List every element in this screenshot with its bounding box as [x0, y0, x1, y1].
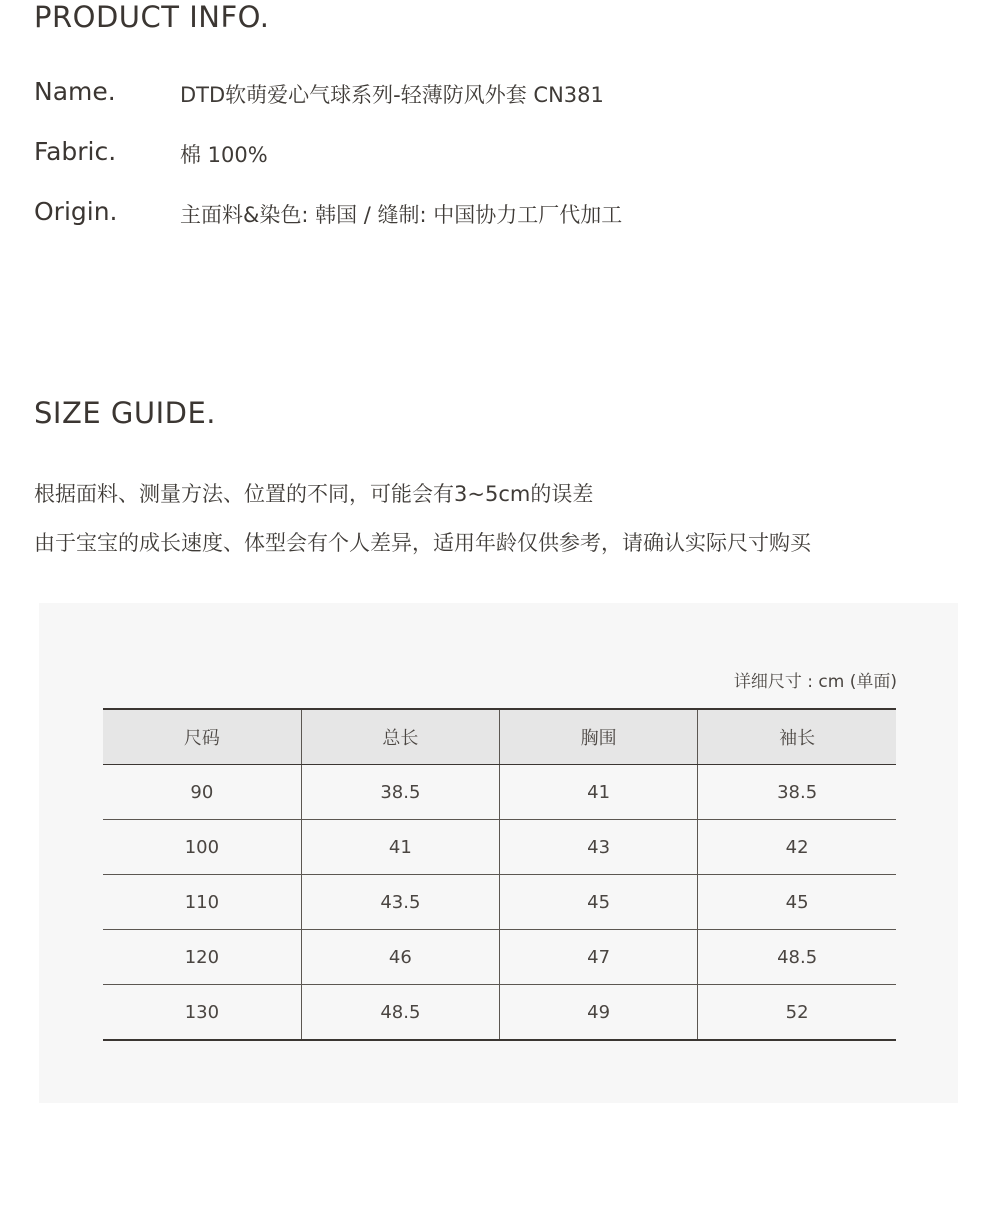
size-note-age: 由于宝宝的成长速度、体型会有个人差异，适用年龄仅供参考，请确认实际尺寸购买 [34, 531, 811, 555]
column-header-size: 尺码 [103, 709, 301, 765]
column-header-sleeve: 袖长 [698, 709, 896, 765]
table-cell: 38.5 [698, 765, 896, 820]
info-value-name: DTD软萌爱心气球系列-轻薄防风外套 CN381 [180, 83, 604, 107]
table-row [103, 875, 896, 930]
info-value-fabric: 棉 100% [180, 143, 268, 167]
table-cell: 43.5 [301, 875, 499, 930]
unit-caption: 详细尺寸 : cm (单面) [733, 672, 897, 692]
table-row [103, 985, 896, 1041]
table-cell: 52 [698, 985, 896, 1041]
table-cell: 38.5 [301, 765, 499, 820]
product-info-title: PRODUCT INFO. [34, 0, 270, 34]
table-cell: 90 [103, 765, 301, 820]
column-header-length: 总长 [301, 709, 499, 765]
table-cell: 130 [103, 985, 301, 1041]
table-cell: 110 [103, 875, 301, 930]
column-header-chest: 胸围 [500, 709, 698, 765]
info-row-fabric [34, 137, 964, 171]
table-cell: 47 [500, 930, 698, 985]
size-chart-panel [39, 603, 958, 1103]
size-note-measurement: 根据面料、测量方法、位置的不同，可能会有3~5cm的误差 [34, 482, 594, 506]
table-row [103, 820, 896, 875]
table-cell: 48.5 [301, 985, 499, 1041]
table-cell: 41 [500, 765, 698, 820]
table-cell: 49 [500, 985, 698, 1041]
table-row [103, 930, 896, 985]
table-cell: 45 [500, 875, 698, 930]
table-cell: 48.5 [698, 930, 896, 985]
info-key-origin: Origin. [34, 197, 118, 226]
info-row-name [34, 77, 964, 111]
table-row [103, 765, 896, 820]
table-cell: 45 [698, 875, 896, 930]
info-key-name: Name. [34, 77, 116, 106]
table-cell: 42 [698, 820, 896, 875]
table-header-row [103, 709, 896, 765]
table-cell: 46 [301, 930, 499, 985]
table-cell: 120 [103, 930, 301, 985]
table-cell: 100 [103, 820, 301, 875]
info-value-origin: 主面料&染色: 韩国 / 缝制: 中国协力工厂代加工 [180, 203, 623, 227]
info-row-origin [34, 197, 964, 231]
size-table [103, 708, 896, 1041]
table-cell: 41 [301, 820, 499, 875]
table-cell: 43 [500, 820, 698, 875]
size-guide-title: SIZE GUIDE. [34, 396, 216, 430]
info-key-fabric: Fabric. [34, 137, 117, 166]
